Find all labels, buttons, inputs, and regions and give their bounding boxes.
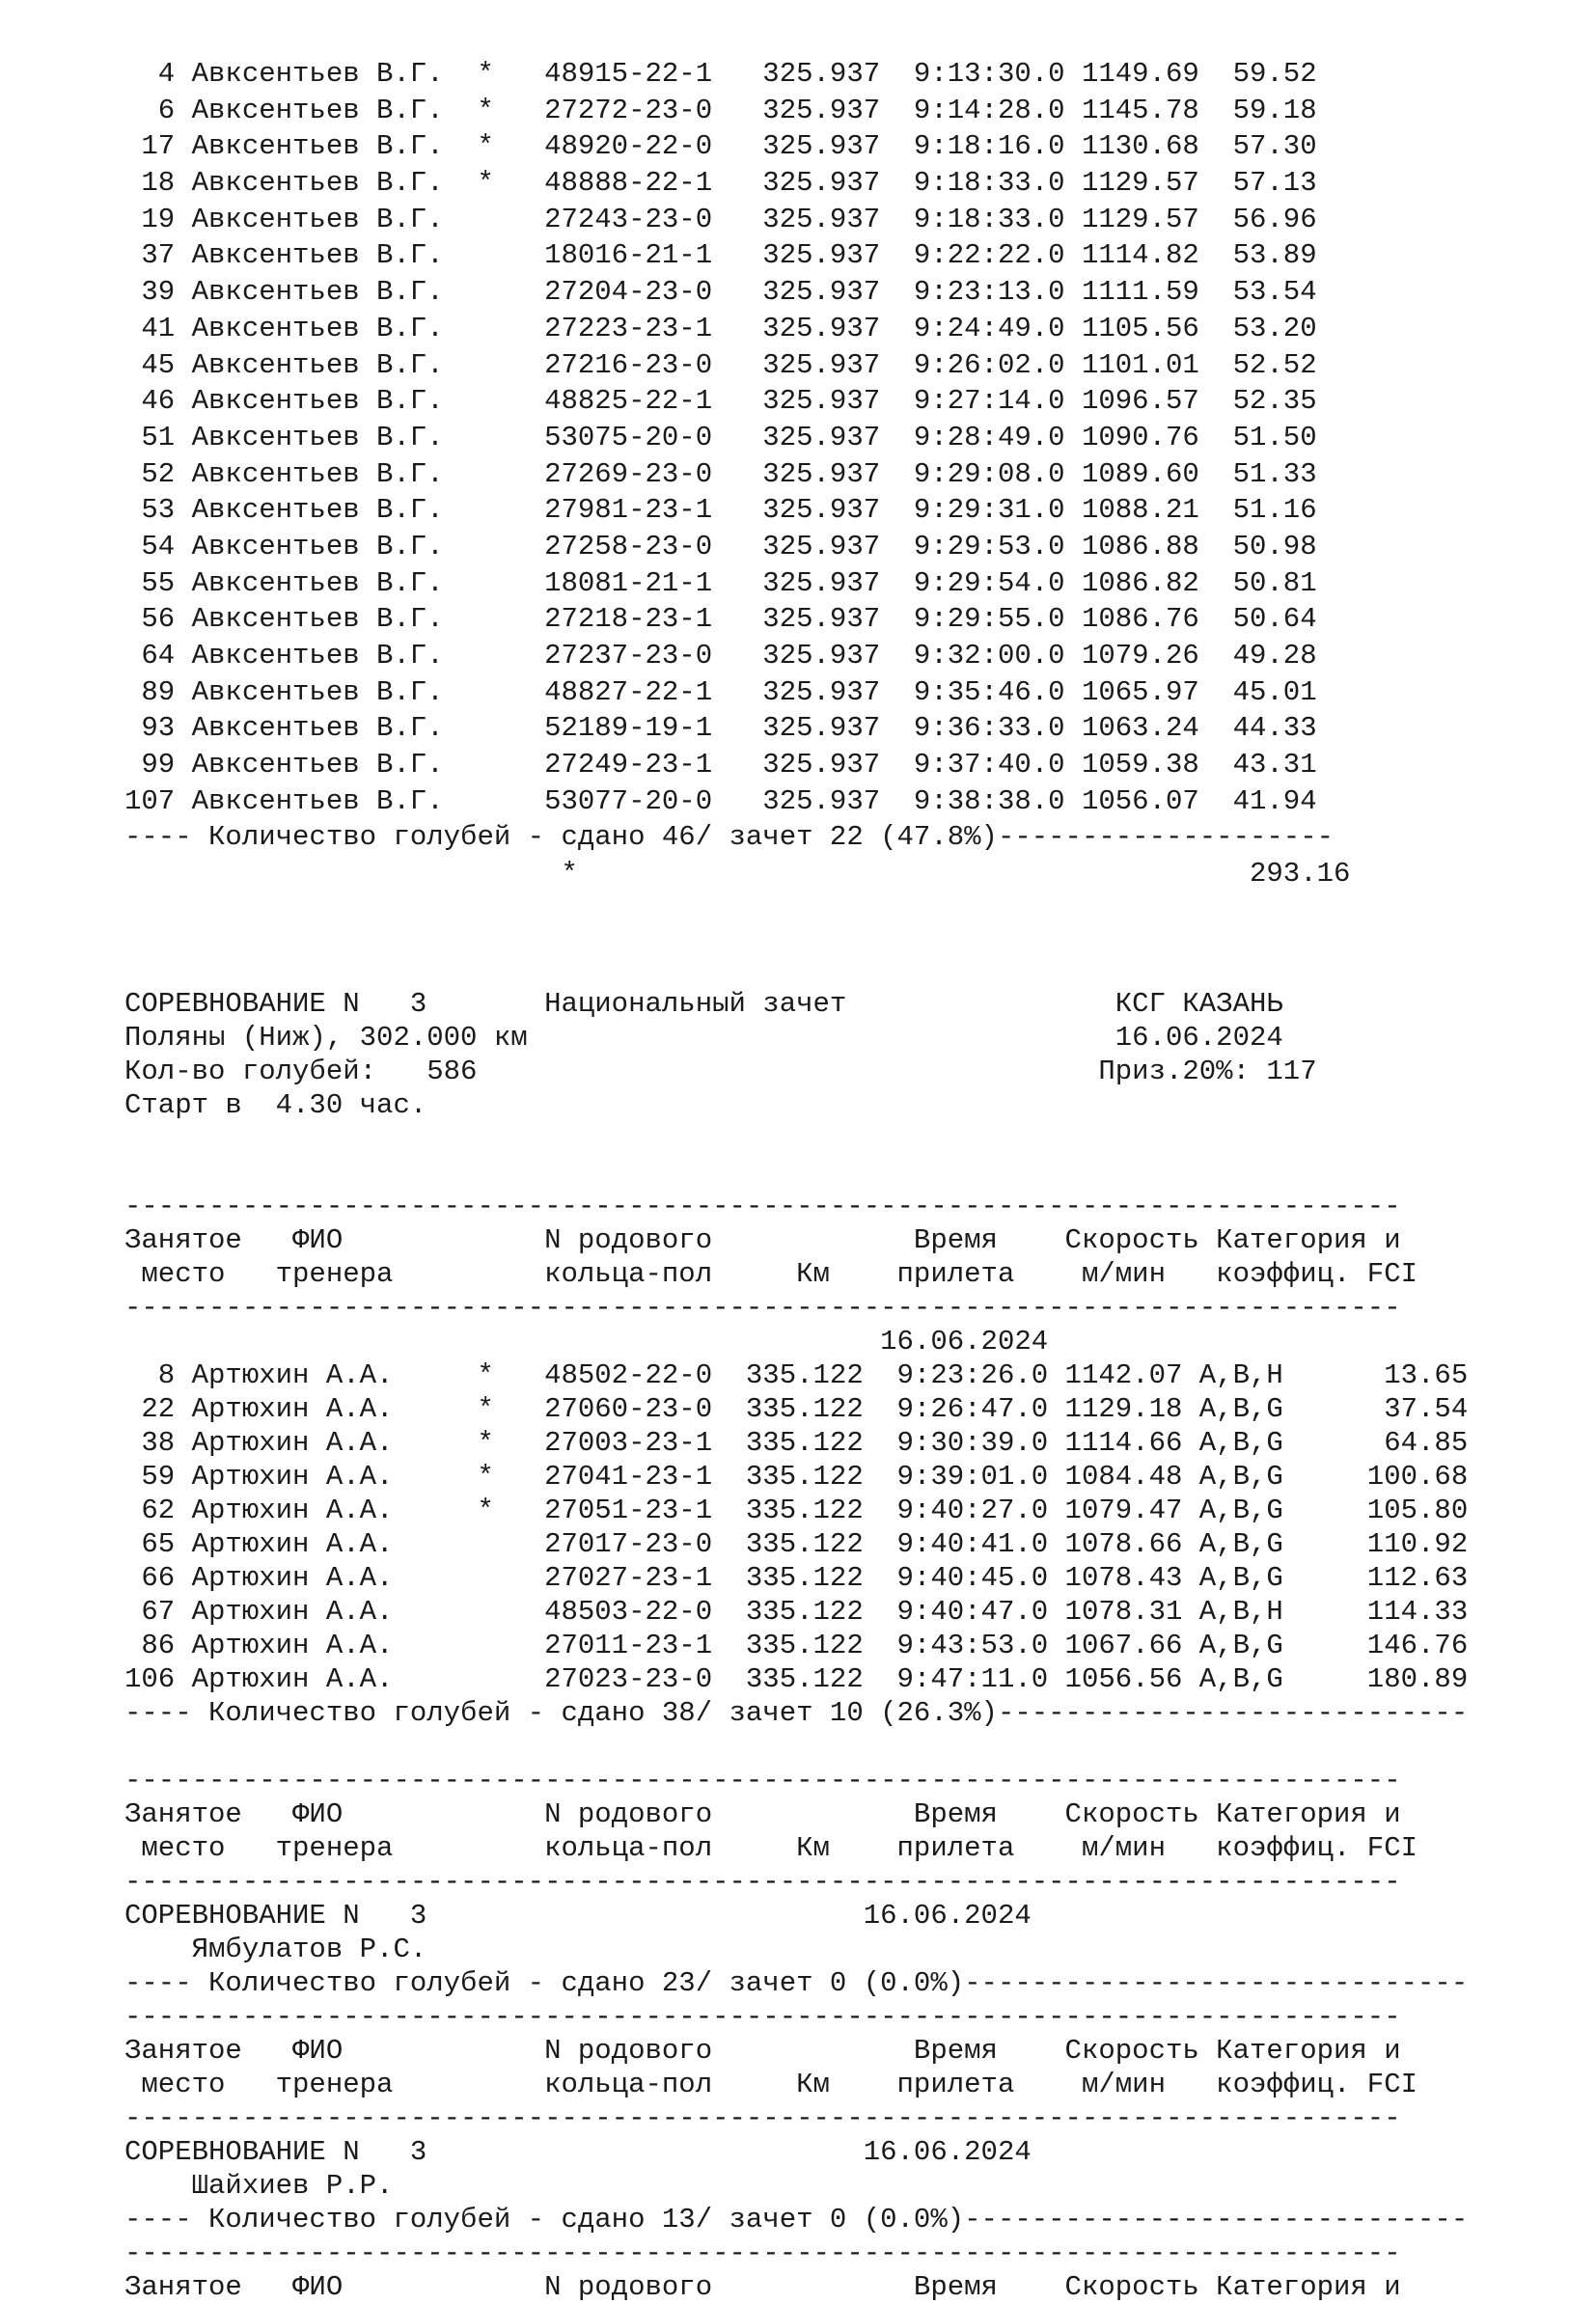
result-row: 45 Авксентьев В.Г. 27216-23-0 325.937 9:26:02.0 1101.01 52.52 [124, 348, 1317, 381]
result-row: 41 Авксентьев В.Г. 27223-23-1 325.937 9:24:49.0 1105.56 53.20 [124, 312, 1317, 344]
result-row: 65 Артюхин А.А. 27017-23-0 335.122 9:40:41.0 1078.66 A,B,G 110.92 [124, 1528, 1469, 1560]
separator-line: ---------------------------------------------------------------------------- [124, 1191, 1401, 1222]
competition-header: СОРЕВНОВАНИЕ N 3 Национальный зачет КСГ КАЗАНЬ [124, 988, 1283, 1020]
result-row: 59 Артюхин А.А. * 27041-23-1 335.122 9:39:01.0 1084.48 A,B,G 100.68 [124, 1461, 1469, 1493]
result-row: 66 Артюхин А.А. 27027-23-1 335.122 9:40:45.0 1078.43 A,B,G 112.63 [124, 1562, 1469, 1594]
separator-line: ---------------------------------------------------------------------------- [124, 2001, 1401, 2033]
first-results-block [124, 56, 1350, 892]
text-line: Ямбулатов Р.С. [124, 1934, 427, 1965]
result-row: 62 Артюхин А.А. * 27051-23-1 335.122 9:40:27.0 1079.47 A,B,G 105.80 [124, 1495, 1469, 1526]
result-row: 8 Артюхин А.А. * 48502-22-0 335.122 9:23:26.0 1142.07 A,B,H 13.65 [124, 1359, 1469, 1391]
column-header: Занятое ФИО N родового Время Скорость Категория и [124, 1798, 1401, 1830]
competition-header: СОРЕВНОВАНИЕ N 3 16.06.2024 [124, 2136, 1032, 2168]
text-line [124, 1730, 1468, 1764]
result-row: 22 Артюхин А.А. * 27060-23-0 335.122 9:26:47.0 1129.18 A,B,G 37.54 [124, 1393, 1469, 1425]
result-row: 55 Авксентьев В.Г. 18081-21-1 325.937 9:29:54.0 1086.82 50.81 [124, 566, 1317, 599]
result-row: 106 Артюхин А.А. 27023-23-0 335.122 9:47:11.0 1056.56 A,B,G 180.89 [124, 1663, 1469, 1695]
summary-line: ---- Количество голубей - сдано 23/ зачет 0 (0.0%)------------------------------ [124, 1967, 1469, 1999]
text-line [124, 1122, 1468, 1156]
result-row: 93 Авксентьев В.Г. 52189-19-1 325.937 9:36:33.0 1063.24 44.33 [124, 712, 1317, 745]
summary-line: ---- Количество голубей - сдано 46/ зачет 22 (47.8%)-------------------- [124, 821, 1335, 854]
result-row: 18 Авксентьев В.Г. * 48888-22-1 325.937 9:18:33.0 1129.57 57.13 [124, 167, 1317, 200]
text-line: Старт в 4.30 час. [124, 1089, 427, 1121]
result-row: 51 Авксентьев В.Г. 53075-20-0 325.937 9:28:49.0 1090.76 51.50 [124, 421, 1317, 453]
result-row: 107 Авксентьев В.Г. 53077-20-0 325.937 9:38:38.0 1056.07 41.94 [124, 784, 1317, 817]
result-row: 86 Артюхин А.А. 27011-23-1 335.122 9:43:53.0 1067.66 A,B,G 146.76 [124, 1630, 1469, 1661]
result-row: 53 Авксентьев В.Г. 27981-23-1 325.937 9:29:31.0 1088.21 51.16 [124, 494, 1317, 527]
result-row: 19 Авксентьев В.Г. 27243-23-0 325.937 9:18:33.0 1129.57 56.96 [124, 203, 1317, 235]
result-row: 56 Авксентьев В.Г. 27218-23-1 325.937 9:29:55.0 1086.76 50.64 [124, 603, 1317, 636]
text-line [124, 1156, 1468, 1190]
result-row: 17 Авксентьев В.Г. * 48920-22-0 325.937 9:18:16.0 1130.68 57.30 [124, 130, 1317, 163]
separator-line: ---------------------------------------------------------------------------- [124, 1292, 1401, 1324]
column-header: Занятое ФИО N родового Время Скорость Категория и [124, 1224, 1401, 1256]
result-row: 54 Авксентьев В.Г. 27258-23-0 325.937 9:29:53.0 1086.88 50.98 [124, 530, 1317, 562]
separator-line: ---------------------------------------------------------------------------- [124, 1866, 1401, 1898]
total-line: * 293.16 [124, 858, 1351, 891]
separator-line: ---------------------------------------------------------------------------- [124, 1765, 1401, 1797]
result-row: 67 Артюхин А.А. 48503-22-0 335.122 9:40:47.0 1078.31 A,B,H 114.33 [124, 1596, 1469, 1628]
result-row: 99 Авксентьев В.Г. 27249-23-1 325.937 9:37:40.0 1059.38 43.31 [124, 749, 1317, 782]
summary-line: ---- Количество голубей - сдано 13/ зачет 0 (0.0%)------------------------------ [124, 2204, 1469, 2235]
column-header: место тренера кольца-пол Км прилета м/мин коэффиц. FCI [124, 1832, 1418, 1864]
result-row: 37 Авксентьев В.Г. 18016-21-1 325.937 9:22:22.0 1114.82 53.89 [124, 239, 1317, 272]
result-row: 89 Авксентьев В.Г. 48827-22-1 325.937 9:35:46.0 1065.97 45.01 [124, 675, 1317, 708]
result-row: 6 Авксентьев В.Г. * 27272-23-0 325.937 9:14:28.0 1145.78 59.18 [124, 94, 1317, 126]
competition-header: СОРЕВНОВАНИЕ N 3 16.06.2024 [124, 1900, 1032, 1932]
column-header: Занятое ФИО N родового Время Скорость Категория и [124, 2035, 1401, 2067]
separator-line: ---------------------------------------------------------------------------- [124, 2102, 1401, 2134]
column-header: место тренера кольца-пол Км прилета м/мин коэффиц. FCI [124, 2069, 1418, 2100]
result-row: 52 Авксентьев В.Г. 27269-23-0 325.937 9:29:08.0 1089.60 51.33 [124, 457, 1317, 490]
text-line: Шайхиев Р.Р. [124, 2170, 394, 2202]
result-row: 39 Авксентьев В.Г. 27204-23-0 325.937 9:23:13.0 1111.59 53.54 [124, 276, 1317, 309]
result-row: 4 Авксентьев В.Г. * 48915-22-1 325.937 9:13:30.0 1149.69 59.52 [124, 58, 1317, 90]
text-line: Поляны (Ниж), 302.000 км 16.06.2024 [124, 1022, 1283, 1054]
competition-3-block [124, 987, 1468, 2304]
separator-line: ---------------------------------------------------------------------------- [124, 2237, 1401, 2269]
summary-line: ---- Количество голубей - сдано 38/ зачет 10 (26.3%)---------------------------- [124, 1697, 1469, 1729]
text-line: Кол-во голубей: 586 Приз.20%: 117 [124, 1056, 1317, 1087]
column-header: место тренера кольца-пол Км прилета м/мин коэффиц. FCI [124, 1258, 1418, 1290]
result-row: 46 Авксентьев В.Г. 48825-22-1 325.937 9:27:14.0 1096.57 52.35 [124, 385, 1317, 418]
text-line: 16.06.2024 [124, 1326, 1049, 1358]
result-row: 64 Авксентьев В.Г. 27237-23-0 325.937 9:32:00.0 1079.26 49.28 [124, 640, 1317, 672]
result-row: 38 Артюхин А.А. * 27003-23-1 335.122 9:30:39.0 1114.66 A,B,G 64.85 [124, 1427, 1469, 1459]
column-header: Занятое ФИО N родового Время Скорость Категория и [124, 2271, 1401, 2303]
